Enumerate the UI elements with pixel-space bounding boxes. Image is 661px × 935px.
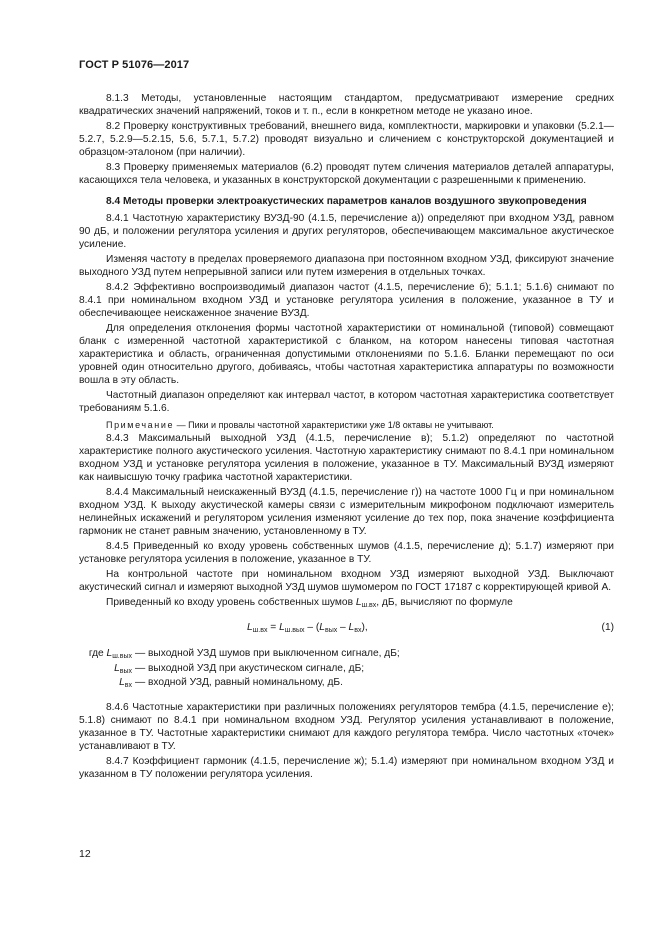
- definition-l-sh-vyh: где $L_{ш.вых}$ — выходной УЗД шумов при выключенном сигнале, дБ;: [88, 648, 400, 661]
- definition-l-vyh: $L_{вых}$ — выходной УЗД при акустическом сигнале, дБ;: [114, 662, 365, 675]
- paragraph-8-2: 8.2 Проверку конструктивных требований, внешнего вида, комплектности, маркировки и упаковки (5.2.1—5.2.7, 5.2.9—5.2.15, 5.6, 5.7.1, 5.7.2) проводят визуально и сличением с конструкторской документацией и образцом-эталоном (при наличии).: [79, 121, 614, 159]
- paragraph-8-4-7: 8.4.7 Коэффициент гармоник (4.1.5, перечисление ж); 5.1.4) измеряют при номинальном входном УЗД и указанном в ТУ положении регулятора усиления.: [79, 755, 614, 780]
- paragraph-frequency-range: Частотный диапазон определяют как интервал частот, в котором частотная характеристика соответствует требованиям 5.1.6.: [79, 390, 614, 415]
- formula-number: (1): [601, 622, 614, 634]
- paragraph-8-4-5: 8.4.5 Приведенный ко входу уровень собственных шумов (4.1.5, перечисление д); 5.1.7) измеряют при установке регулятора усиления в положение, указанное в ТУ.: [79, 541, 614, 565]
- paragraph-8-3: 8.3 Проверку применяемых материалов (6.2) проводят путем сличения материалов деталей аппаратуры, касающихся тела человека, и указанных в конструкторской документации с разрешенными к применению.: [79, 162, 614, 187]
- paragraph-8-4-6: 8.4.6 Частотные характеристики при различных положениях регуляторов тембра (4.1.5, перечисление е); 5.1.8) снимают по 8.4.1 при номинальном входном УЗД. Регулятор усиления устанавливают в положение, указанное в ТУ. Частотные характеристики снимают для каждого регулятора тембра. Число частотных «точек» устанавливают в ТУ.: [79, 701, 614, 752]
- paragraph-8-1-3: 8.1.3 Методы, установленные настоящим стандартом, предусматривают измерение средних квадратических значений напряжений, токов и т. п., если в конкретном методе не указано иное.: [79, 93, 614, 117]
- paragraph-deviation: Для определения отклонения формы частотной характеристики от номинальной (типовой) совмещают бланк с измеренной частотной характеристикой с бланком, на котором нанесены типовая частотная характеристика и область, ограниченная допустимыми отклонениями по 5.1.6. Бланки перемещают по оси уровней один относительно другого, добиваясь, чтобы частотная характеристика аппаратуры по возможности вошла в эту область.: [79, 323, 614, 387]
- formula-expression: $L_{ш.вх} = L_{ш.вых} - (L_{вых} - L_{вх})$,: [247, 622, 368, 635]
- paragraph-frequency-sweep: Изменяя частоту в пределах проверяемого диапазона при постоянном входном УЗД, фиксируют значение выходного УЗД путем непрерывной записи или путем измерения в отдельных точках.: [79, 254, 614, 279]
- standard-header: ГОСТ Р 51076—2017: [79, 59, 190, 71]
- formula-1: [79, 614, 614, 644]
- formula-intro: Приведенный ко входу уровень собственных шумов $L_{ш.вх}$, дБ, вычисляют по формуле: [106, 597, 513, 610]
- paragraph-8-4-1: 8.4.1 Частотную характеристику ВУЗД-90 (4.1.5, перечисление а)) определяют при входном УЗД, равном 90 дБ, и положении регулятора усиления и других регуляторов, обеспечивающем максимальное акустическое усиление.: [79, 213, 614, 250]
- definition-l-vh: $L_{вх}$ — входной УЗД, равный номинальному, дБ.: [119, 677, 343, 690]
- paragraph-8-4-2: 8.4.2 Эффективно воспроизводимый диапазон частот (4.1.5, перечисление б); 5.1.1; 5.1.6) снимают по 8.4.1 при номинальном входном УЗД и установке регулятора усиления в положение, указанное в ТУ и обеспечивающее неискаженное значение ВУЗД.: [79, 282, 614, 320]
- section-heading-8-4: 8.4 Методы проверки электроакустических параметров каналов воздушного звукопроведения: [106, 196, 587, 208]
- paragraph-control-frequency: На контрольной частоте при номинальном входном УЗД измеряют выходной УЗД. Выключают акустический сигнал и измеряют выходной УЗД шумов шумомером по ГОСТ 17187 с корректирующей кривой А.: [79, 569, 614, 594]
- note-label: Примечание: [106, 419, 175, 430]
- document-body: [79, 93, 614, 784]
- note-text: — Пики и провалы частотной характеристики уже 1/8 октавы не учитывают.: [174, 419, 494, 430]
- paragraph-8-4-4: 8.4.4 Максимальный неискаженный ВУЗД (4.1.5, перечисление г)) на частоте 1000 Гц и при номинальном входном УЗД. К выходу акустической камеры связи с измерительным микрофоном подключают измеритель нелинейных искажений и регулятором усиления изменяют усиление до тех пор, пока значение коэффициента гармоник не станет равным значению, установленному в ТУ.: [79, 486, 614, 537]
- paragraph-8-4-3: 8.4.3 Максимальный выходной УЗД (4.1.5, перечисление в); 5.1.2) определяют по частотной характеристике полного акустического усиления. Частотную характеристику снимают по 8.4.1 при номинальном входном УЗД и установке регулятора усиления в положение, указанное в ТУ. Максимальный ВУЗД измеряют как наивысшую точку графика частотной характеристики.: [79, 432, 614, 483]
- page-number: 12: [79, 848, 91, 860]
- note: [79, 419, 614, 431]
